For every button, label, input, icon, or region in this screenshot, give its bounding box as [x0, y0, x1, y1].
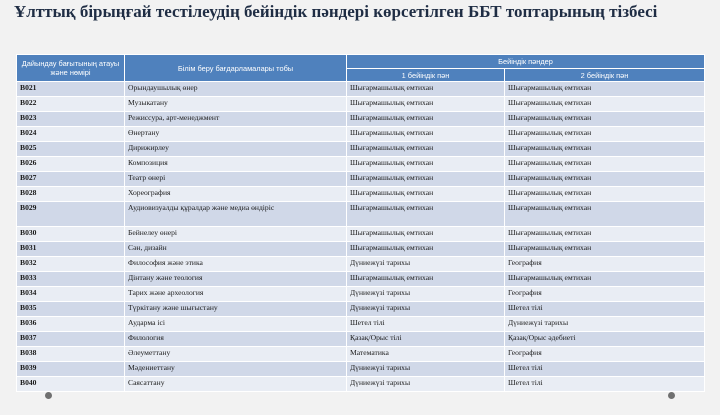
table-row	[17, 317, 705, 332]
header-subject-1: 1 бейіндік пән	[347, 69, 505, 82]
slide-title: Ұлттық бірыңғай тестілеудің бейіндік пәндері көрсетілген ББТ топтарының тізбесі	[14, 2, 658, 21]
cell-subject-2: Шығармашылық емтихан	[505, 157, 705, 172]
cell-program-group: Музыкатану	[125, 97, 347, 112]
cell-subject-1: Дүниежүзі тарихы	[347, 302, 505, 317]
cell-subject-2: Шетел тілі	[505, 302, 705, 317]
cell-subject-2: Шығармашылық емтихан	[505, 97, 705, 112]
cell-subject-1: Дүниежүзі тарихы	[347, 287, 505, 302]
cell-program-group: Түркітану және шығыстану	[125, 302, 347, 317]
cell-code: B036	[17, 317, 125, 332]
cell-subject-1: Дүниежүзі тарихы	[347, 377, 505, 392]
cell-program-group: Дирижирлеу	[125, 142, 347, 157]
cell-subject-1: Шығармашылық емтихан	[347, 187, 505, 202]
cell-program-group: Философия және этика	[125, 257, 347, 272]
cell-code: B038	[17, 347, 125, 362]
cell-subject-1: Шығармашылық емтихан	[347, 202, 505, 227]
cell-subject-1: Дүниежүзі тарихы	[347, 362, 505, 377]
table-row	[17, 377, 705, 392]
cell-program-group: Аудиовизуалды құралдар және медиа өндіріс	[125, 202, 347, 227]
header-direction: Дайындау бағытының атауы және нөмірі	[17, 55, 125, 82]
cell-subject-2: Шығармашылық емтихан	[505, 142, 705, 157]
cell-subject-2: Қазақ/Орыс әдебиеті	[505, 332, 705, 347]
cell-subject-1: Шығармашылық емтихан	[347, 157, 505, 172]
cell-subject-1: Шығармашылық емтихан	[347, 112, 505, 127]
cell-code: B028	[17, 187, 125, 202]
cell-subject-2: География	[505, 257, 705, 272]
cell-program-group: Режиссура, арт-менеджмент	[125, 112, 347, 127]
table-row	[17, 257, 705, 272]
cell-code: B029	[17, 202, 125, 227]
header-program-group: Білім беру бағдарламалары тобы	[125, 55, 347, 82]
cell-program-group: Театр өнері	[125, 172, 347, 187]
cell-code: B031	[17, 242, 125, 257]
table-row	[17, 242, 705, 257]
cell-code: B027	[17, 172, 125, 187]
cell-code: B022	[17, 97, 125, 112]
cell-code: B025	[17, 142, 125, 157]
table-row	[17, 287, 705, 302]
cell-program-group: Дінтану және теология	[125, 272, 347, 287]
table-row	[17, 82, 705, 97]
cell-subject-2: Шығармашылық емтихан	[505, 202, 705, 227]
table-row	[17, 227, 705, 242]
cell-subject-2: Шығармашылық емтихан	[505, 187, 705, 202]
cell-subject-1: Шығармашылық емтихан	[347, 142, 505, 157]
cell-code: B040	[17, 377, 125, 392]
cell-subject-2: Шетел тілі	[505, 377, 705, 392]
cell-program-group: Филология	[125, 332, 347, 347]
table-body	[17, 82, 705, 392]
cell-subject-1: Дүниежүзі тарихы	[347, 257, 505, 272]
cell-program-group: Аударма ісі	[125, 317, 347, 332]
cell-code: B037	[17, 332, 125, 347]
cell-subject-2: География	[505, 347, 705, 362]
cell-program-group: Орындаушылық өнер	[125, 82, 347, 97]
cell-code: B032	[17, 257, 125, 272]
cell-subject-1: Шығармашылық емтихан	[347, 127, 505, 142]
table-row	[17, 172, 705, 187]
cell-subject-2: Шығармашылық емтихан	[505, 272, 705, 287]
decorative-dot-right	[668, 392, 675, 399]
decorative-dot-left	[45, 392, 52, 399]
cell-code: B021	[17, 82, 125, 97]
cell-program-group: Мәдениеттану	[125, 362, 347, 377]
cell-program-group: Сән, дизайн	[125, 242, 347, 257]
cell-subject-2: Шығармашылық емтихан	[505, 112, 705, 127]
cell-code: B039	[17, 362, 125, 377]
table-row	[17, 202, 705, 227]
cell-program-group: Саясаттану	[125, 377, 347, 392]
cell-subject-2: Дүниежүзі тарихы	[505, 317, 705, 332]
table-row	[17, 302, 705, 317]
cell-code: B030	[17, 227, 125, 242]
header-profile-subjects: Бейіндік пәндер	[347, 55, 705, 69]
cell-subject-1: Шығармашылық емтихан	[347, 227, 505, 242]
table-row	[17, 347, 705, 362]
cell-program-group: Композиция	[125, 157, 347, 172]
cell-code: B035	[17, 302, 125, 317]
cell-program-group: Тарих және археология	[125, 287, 347, 302]
cell-code: B033	[17, 272, 125, 287]
table-row	[17, 157, 705, 172]
cell-program-group: Өнертану	[125, 127, 347, 142]
cell-subject-2: Шығармашылық емтихан	[505, 227, 705, 242]
cell-code: B024	[17, 127, 125, 142]
table-row	[17, 112, 705, 127]
cell-subject-2: Шығармашылық емтихан	[505, 172, 705, 187]
cell-subject-1: Шығармашылық емтихан	[347, 82, 505, 97]
cell-subject-1: Шығармашылық емтихан	[347, 97, 505, 112]
cell-subject-1: Шетел тілі	[347, 317, 505, 332]
cell-code: B023	[17, 112, 125, 127]
table-row	[17, 97, 705, 112]
cell-subject-1: Шығармашылық емтихан	[347, 242, 505, 257]
cell-subject-2: Шығармашылық емтихан	[505, 127, 705, 142]
cell-subject-2: Шетел тілі	[505, 362, 705, 377]
table-row	[17, 272, 705, 287]
cell-code: B034	[17, 287, 125, 302]
cell-program-group: Әлеуметтану	[125, 347, 347, 362]
cell-subject-2: Шығармашылық емтихан	[505, 242, 705, 257]
cell-subject-1: Шығармашылық емтихан	[347, 172, 505, 187]
table-row	[17, 127, 705, 142]
header-subject-2: 2 бейіндік пән	[505, 69, 705, 82]
cell-subject-1: Математика	[347, 347, 505, 362]
table-row	[17, 142, 705, 157]
table-row	[17, 187, 705, 202]
cell-code: B026	[17, 157, 125, 172]
cell-subject-2: География	[505, 287, 705, 302]
cell-program-group: Хореография	[125, 187, 347, 202]
table-row	[17, 362, 705, 377]
cell-subject-1: Шығармашылық емтихан	[347, 272, 505, 287]
cell-subject-2: Шығармашылық емтихан	[505, 82, 705, 97]
cell-program-group: Бейнелеу өнері	[125, 227, 347, 242]
subjects-table	[16, 54, 705, 392]
table-row	[17, 332, 705, 347]
cell-subject-1: Қазақ/Орыс тілі	[347, 332, 505, 347]
